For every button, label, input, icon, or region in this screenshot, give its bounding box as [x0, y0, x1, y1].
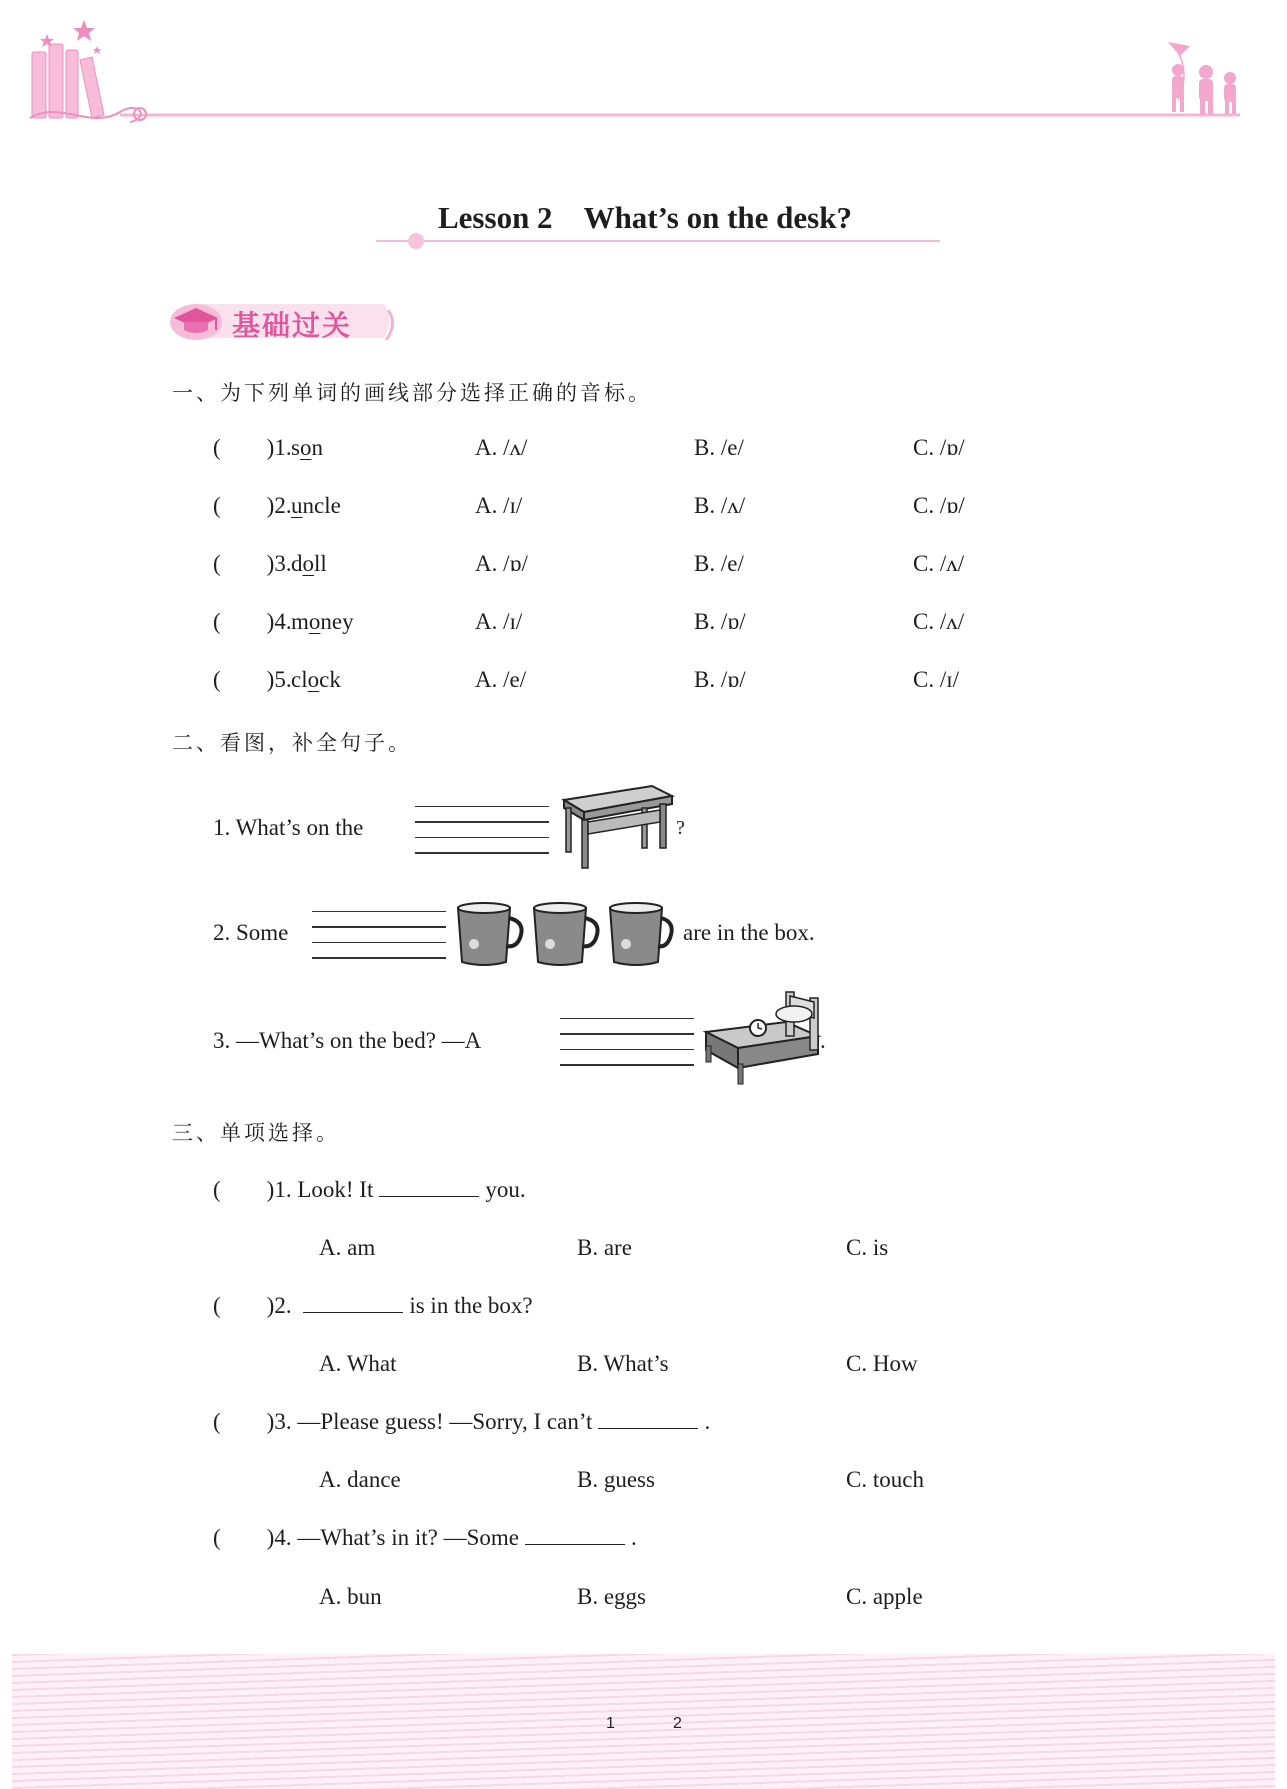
- option-b[interactable]: B. /ɒ/: [694, 667, 746, 692]
- word-underlined: u: [291, 493, 303, 518]
- header-decoration: [0, 0, 1287, 150]
- question-stem: .: [631, 1525, 637, 1550]
- lesson-number: Lesson 2: [438, 200, 553, 235]
- children-kite-icon: [1168, 42, 1236, 115]
- graduation-cap-icon: [168, 298, 224, 342]
- option-b[interactable]: B. /ʌ/: [694, 493, 746, 518]
- part2-q3-mark: .: [820, 1028, 826, 1053]
- part2-q1-mark: ?: [676, 817, 685, 839]
- option-c[interactable]: C. How: [846, 1351, 918, 1376]
- q2-writing-lines[interactable]: [312, 911, 446, 973]
- option-a[interactable]: A. What: [319, 1351, 397, 1376]
- lesson-name: What’s on the desk?: [583, 200, 852, 235]
- part1-row: ( )1. son A. /ʌ/ B. /e/ C. /ɒ/: [213, 435, 965, 460]
- option-a[interactable]: A. dance: [319, 1467, 401, 1492]
- option-c[interactable]: C. /ʌ/: [913, 609, 965, 634]
- option-a[interactable]: A. /ʌ/: [475, 435, 528, 460]
- question-stem: —Please guess! —Sorry, I can’t: [297, 1409, 593, 1434]
- question-stem: —What’s in it? —Some: [297, 1525, 520, 1550]
- part2-q2-tail: are in the box.: [683, 920, 815, 945]
- option-c[interactable]: C. /ɒ/: [913, 435, 965, 460]
- part1-row: ( )3. doll A. /ɒ/ B. /e/ C. /ʌ/: [213, 551, 965, 576]
- option-a[interactable]: A. bun: [319, 1584, 382, 1609]
- option-b[interactable]: B. What’s: [577, 1351, 669, 1376]
- option-a[interactable]: A. /e/: [475, 667, 527, 692]
- mc-question: ( )3. —Please guess! —Sorry, I can’t .: [213, 1409, 711, 1434]
- word-part: d: [291, 551, 303, 576]
- answer-blank[interactable]: [303, 1294, 403, 1313]
- cups-icon: [454, 900, 676, 970]
- footer-band: [12, 1654, 1275, 1789]
- q3-writing-lines[interactable]: [560, 1018, 694, 1080]
- question-number: )4.: [266, 1525, 292, 1550]
- part1-heading: 一、为下列单词的画线部分选择正确的音标。: [172, 381, 652, 405]
- option-b[interactable]: B. eggs: [577, 1584, 646, 1609]
- question-number: )1.: [266, 435, 292, 460]
- books-icon: [32, 44, 104, 118]
- option-b[interactable]: B. are: [577, 1235, 632, 1260]
- word-part: ney: [320, 609, 354, 634]
- question-number: )2.: [266, 1293, 292, 1318]
- option-c[interactable]: C. /ɪ/: [913, 667, 960, 692]
- question-number: )3.: [266, 1409, 292, 1434]
- question-number: )4.: [266, 609, 292, 634]
- part1-row: ( )5. clock A. /e/ B. /ɒ/ C. /ɪ/: [213, 667, 960, 692]
- mc-question: ( )4. —What’s in it? —Some .: [213, 1525, 637, 1550]
- part2-heading: 二、看图，补全句子。: [172, 731, 412, 755]
- q1-writing-lines[interactable]: [415, 806, 549, 868]
- question-stem: is in the box?: [409, 1293, 533, 1318]
- question-number: )2.: [266, 493, 292, 518]
- option-b[interactable]: B. /e/: [694, 551, 744, 576]
- question-number: )1.: [266, 1177, 292, 1202]
- option-c[interactable]: C. apple: [846, 1584, 923, 1609]
- word-part: ck: [319, 667, 341, 692]
- word-underlined: o: [308, 609, 321, 634]
- option-a[interactable]: A. /ɒ/: [475, 551, 528, 576]
- part2-q2-text: 2. Some: [213, 920, 289, 945]
- question-number: )5.: [266, 667, 292, 692]
- option-c[interactable]: C. /ʌ/: [913, 551, 965, 576]
- mc-question: ( )1. Look! It you.: [213, 1177, 526, 1202]
- word-part: cl: [291, 667, 308, 692]
- option-c[interactable]: C. is: [846, 1235, 889, 1260]
- desk-icon: [560, 782, 676, 872]
- option-a[interactable]: A. /ɪ/: [475, 609, 523, 634]
- word-underlined: o: [302, 551, 314, 576]
- word-part: n: [311, 435, 323, 460]
- word-part: ncle: [302, 493, 341, 518]
- word-part: s: [291, 435, 300, 460]
- part3-heading: 三、单项选择。: [172, 1121, 340, 1145]
- section-banner-label: 基础过关: [232, 309, 353, 342]
- option-a[interactable]: A. /ɪ/: [475, 493, 523, 518]
- word-underlined: o: [299, 435, 312, 460]
- option-c[interactable]: C. touch: [846, 1467, 924, 1492]
- part2-q1-text: 1. What’s on the: [213, 815, 364, 840]
- mc-question: ( )2. is in the box?: [213, 1293, 533, 1318]
- answer-blank[interactable]: [525, 1526, 625, 1545]
- part2-q3-text: 3. —What’s on the bed? —A: [213, 1028, 482, 1053]
- question-stem: .: [704, 1409, 711, 1434]
- title-underline: [370, 230, 950, 250]
- page-number-right: 2: [673, 1715, 682, 1732]
- option-b[interactable]: B. /e/: [694, 435, 744, 460]
- part1-row: ( )2. uncle A. /ɪ/ B. /ʌ/ C. /ɒ/: [213, 493, 965, 518]
- option-c[interactable]: C. /ɒ/: [913, 493, 965, 518]
- option-a[interactable]: A. am: [319, 1235, 376, 1260]
- word-part: ll: [314, 551, 327, 576]
- question-stem: Look! It: [297, 1177, 374, 1202]
- word-underlined: o: [307, 667, 320, 692]
- bed-with-clock-icon: [702, 984, 824, 1086]
- option-b[interactable]: B. guess: [577, 1467, 655, 1492]
- answer-blank[interactable]: [598, 1410, 698, 1429]
- answer-blank[interactable]: [379, 1178, 479, 1197]
- question-stem: you.: [485, 1177, 526, 1202]
- question-number: )3.: [266, 551, 292, 576]
- word-part: m: [291, 609, 309, 634]
- option-b[interactable]: B. /ɒ/: [694, 609, 746, 634]
- part1-row: ( )4. money A. /ɪ/ B. /ɒ/ C. /ʌ/: [213, 609, 965, 634]
- page-number-left: 1: [606, 1715, 615, 1732]
